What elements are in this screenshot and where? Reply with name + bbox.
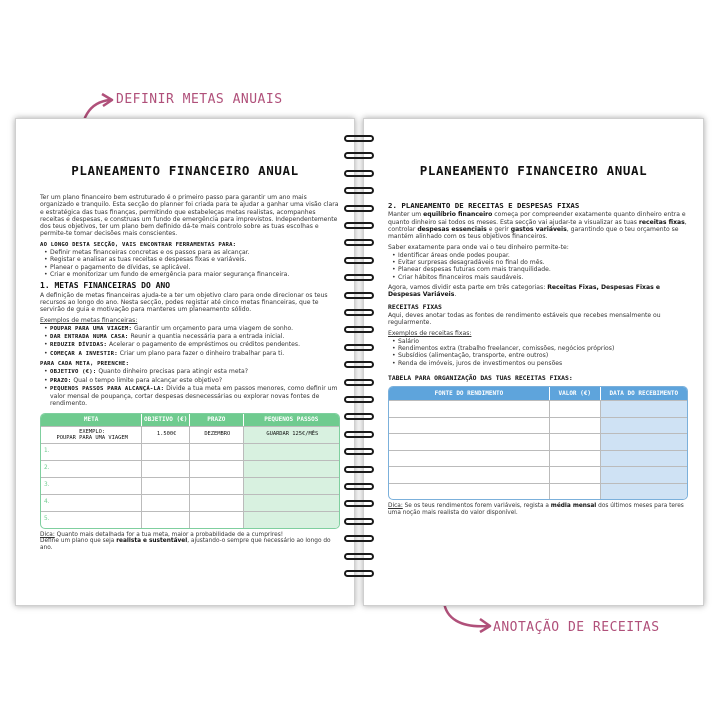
callout-bottom-label: ANOTAÇÃO DE RECEITAS: [493, 620, 660, 635]
right-page-title: PLANEAMENTO FINANCEIRO ANUAL: [419, 163, 648, 178]
table-row[interactable]: [41, 511, 339, 528]
list-item: • Salário: [394, 338, 688, 345]
intro-paragraph: Ter um plano financeiro bem estruturado é o primeiro passo para garantir um ano mais organizado e tranquilo. Esta secção do planner foi criada para te ajudar a ganhar uma visão clara e estratégica das tuas finanças, permitindo que estabeleças metas realistas, acompanhes receitas e despesas, e construas um fundo de emergência para imprevistos. Independentemente dos teus objetivos, ter um plano bem definido dá-te mais controlo sobre as tuas escolhas e permite-te tomar decisões mais conscientes.: [40, 194, 339, 238]
list-item: • Renda de imóveis, juros de investimentos ou pensões: [394, 360, 688, 367]
table-row: [41, 426, 339, 443]
fixed-income-title: RECEITAS FIXAS: [388, 302, 442, 311]
table-header: VALOR (€): [550, 387, 601, 400]
table-cell[interactable]: [389, 433, 550, 450]
table-cell[interactable]: [389, 466, 550, 483]
table-cell[interactable]: [601, 483, 687, 500]
section2-title: 2. PLANEAMENTO DE RECEITAS E DESPESAS FIXAS: [388, 201, 580, 210]
income-table: [388, 386, 688, 500]
spiral-ring-icon: [344, 135, 374, 145]
fill-list: [40, 368, 340, 407]
list-item: • COMEÇAR A INVESTIR: Criar um plano para fazer o dinheiro trabalhar para ti.: [46, 350, 340, 358]
list-item: • Rendimentos extra (trabalho freelancer, comissões, negócios próprios): [394, 345, 688, 352]
table-header: META: [41, 414, 142, 426]
table-cell[interactable]: [244, 477, 339, 494]
table-row[interactable]: [389, 450, 687, 467]
table-cell[interactable]: [550, 400, 601, 417]
fixed-income-text: Aqui, deves anotar todas as fontes de rendimento estáveis que recebes mensalmente ou regularmente.: [388, 311, 661, 327]
section2-text: Manter um equilíbrio financeiro começa por compreender exatamente quanto dinheiro entra e quanto dinheiro sai todos os meses. Esta secção vai ajudar-te a visualizar as tuas receitas fixas, controlar despesas essenciais e gerir gastos variáveis, garantindo que o teu orçamento se mantém alinhado com os teus objetivos financeiros.: [388, 211, 687, 241]
examples-label: Exemplos de metas financeiras:: [40, 317, 138, 325]
table-cell[interactable]: [389, 400, 550, 417]
table-cell[interactable]: [142, 494, 190, 511]
spiral-ring-icon: [344, 448, 374, 458]
goals-table: [40, 413, 340, 529]
left-page-title: PLANEAMENTO FINANCEIRO ANUAL: [71, 163, 299, 178]
table-cell[interactable]: [550, 483, 601, 500]
spiral-ring-icon: [344, 205, 374, 215]
table-cell[interactable]: [142, 511, 190, 528]
table-cell[interactable]: [601, 400, 687, 417]
table-header: PEQUENOS PASSOS: [244, 414, 339, 426]
table-header: OBJETIVO (€): [142, 414, 190, 426]
list-item: • Registar e analisar as tuas receitas e despesas fixas e variáveis.: [46, 256, 340, 263]
spiral-ring-icon: [344, 361, 374, 371]
table-cell[interactable]: 2.: [41, 460, 142, 477]
fixed-examples-list: [388, 338, 688, 367]
table-cell[interactable]: [142, 477, 190, 494]
table-cell[interactable]: 4.: [41, 494, 142, 511]
table-cell[interactable]: [601, 433, 687, 450]
table-header: PRAZO: [190, 414, 244, 426]
table-cell[interactable]: [190, 443, 244, 460]
right-page: [363, 118, 704, 606]
table-cell[interactable]: [601, 417, 687, 434]
table-cell[interactable]: [142, 460, 190, 477]
spiral-ring-icon: [344, 170, 374, 180]
table-header: FONTE DO RENDIMENTO: [389, 387, 550, 400]
table-row[interactable]: [389, 483, 687, 500]
table-cell[interactable]: [142, 443, 190, 460]
left-tip: Dica: Quanto mais detalhada for a tua meta, maior a probabilidade de a cumprires! Define um plano que seja realista e sustentável, ajustando-o sempre que necessário ao longo do ano.: [40, 531, 331, 551]
table-row[interactable]: [389, 417, 687, 434]
table-cell[interactable]: [389, 450, 550, 467]
list-item: • REDUZIR DÍVIDAS: Acelerar o pagamento de empréstimos ou créditos pendentes.: [46, 341, 340, 349]
tools-list: [40, 249, 340, 278]
list-item: • Planear despesas futuras com mais tranquilidade.: [394, 266, 688, 273]
spiral-ring-icon: [344, 518, 374, 528]
spiral-ring-icon: [344, 570, 374, 580]
categories-text: Agora, vamos dividir esta parte em três categorias: Receitas Fixas, Despesas Fixas e Despesas Variáveis.: [388, 283, 660, 299]
table-cell[interactable]: [550, 466, 601, 483]
list-item: • DAR ENTRADA NUMA CASA: Reunir a quantia necessária para a entrada inicial.: [46, 333, 340, 341]
list-item: • Subsídios (alimentação, transporte, entre outros): [394, 352, 688, 359]
list-item: • Definir metas financeiras concretas e os passos para as alcançar.: [46, 249, 340, 256]
table-cell[interactable]: [389, 417, 550, 434]
table-cell[interactable]: [389, 483, 550, 500]
table-cell[interactable]: 5.: [41, 511, 142, 528]
table-row[interactable]: [389, 433, 687, 450]
table-row[interactable]: [389, 400, 687, 417]
examples-list: [40, 325, 340, 358]
callout-top-label: DEFINIR METAS ANUAIS: [116, 92, 283, 107]
table-cell: EXEMPLO: POUPAR PARA UMA VIAGEM: [41, 426, 142, 443]
right-tip: Dica: Se os teus rendimentos forem variáveis, regista a média mensal dos últimos meses para teres uma noção mais realista do valor disponível.: [388, 503, 684, 516]
spiral-ring-icon: [344, 379, 374, 389]
list-item: • OBJETIVO (€): Quanto dinheiro precisas para atingir esta meta?: [46, 368, 340, 376]
table-cell[interactable]: [190, 511, 244, 528]
spiral-ring-icon: [344, 309, 374, 319]
knowing-list: [388, 252, 688, 281]
spiral-ring-icon: [344, 413, 374, 423]
table-cell[interactable]: [244, 443, 339, 460]
table-row[interactable]: [389, 466, 687, 483]
table-cell[interactable]: 1.: [41, 443, 142, 460]
table-cell[interactable]: [244, 494, 339, 511]
list-item: • Identificar áreas onde podes poupar.: [394, 252, 688, 259]
spiral-ring-icon: [344, 326, 374, 336]
fixed-examples-label: Exemplos de receitas fixas:: [388, 330, 472, 338]
table-cell[interactable]: [550, 417, 601, 434]
spiral-ring-icon: [344, 152, 374, 162]
spiral-ring-icon: [344, 500, 374, 510]
table-cell[interactable]: [190, 460, 244, 477]
list-item: • Criar e monitorizar um fundo de emergência para maior segurança financeira.: [46, 271, 340, 278]
table-cell[interactable]: 3.: [41, 477, 142, 494]
table-cell: DEZEMBRO: [190, 426, 244, 443]
right-page-content: [388, 198, 688, 516]
table-row[interactable]: [41, 494, 339, 511]
spiral-ring-icon: [344, 431, 374, 441]
table-cell[interactable]: [190, 494, 244, 511]
left-page: [15, 118, 355, 606]
table-cell[interactable]: [190, 477, 244, 494]
list-item: • Planear o pagamento de dívidas, se aplicável.: [46, 264, 340, 271]
table-cell: GUARDAR 125€/MÊS: [244, 426, 339, 443]
spiral-ring-icon: [344, 483, 374, 493]
spiral-ring-icon: [344, 257, 374, 267]
list-item: • PEQUENOS PASSOS PARA ALCANÇÁ-LA: Divide a tua meta em passos menores, como definir um valor mensal de poupança, cortar despesas desnecessárias ou explorar novas fontes de rendimento.: [46, 385, 340, 408]
list-item: • Evitar surpresas desagradáveis no final do mês.: [394, 259, 688, 266]
spiral-ring-icon: [344, 274, 374, 284]
spiral-ring-icon: [344, 187, 374, 197]
table-cell[interactable]: [550, 433, 601, 450]
table-cell[interactable]: [550, 450, 601, 467]
list-item: • Criar hábitos financeiros mais saudáveis.: [394, 274, 688, 281]
fill-label: PARA CADA META, PREENCHE:: [40, 360, 130, 367]
spiral-ring-icon: [344, 396, 374, 406]
knowing-label: Saber exatamente para onde vai o teu dinheiro permite-te:: [388, 244, 569, 252]
table-cell[interactable]: [601, 466, 687, 483]
spiral-ring-icon: [344, 344, 374, 354]
table-cell[interactable]: [244, 460, 339, 477]
table-row[interactable]: [41, 443, 339, 460]
spiral-ring-icon: [344, 535, 374, 545]
table-cell[interactable]: [601, 450, 687, 467]
table-cell[interactable]: [244, 511, 339, 528]
spiral-ring-icon: [344, 292, 374, 302]
table-row[interactable]: [41, 460, 339, 477]
spiral-ring-icon: [344, 239, 374, 249]
table-row[interactable]: [41, 477, 339, 494]
spiral-ring-icon: [344, 222, 374, 232]
income-table-title: TABELA PARA ORGANIZAÇÃO DAS TUAS RECEITAS FIXAS:: [388, 373, 573, 382]
spiral-ring-icon: [344, 466, 374, 476]
left-page-content: [40, 194, 340, 552]
table-header: DATA DO RECEBIMENTO: [601, 387, 687, 400]
section1-text: A definição de metas financeiras ajuda-te a ter um objetivo claro para onde direcionar os teus recursos ao longo do ano. Nesta secção, podes registar até cinco metas financeiras, que te servirão de guia e motivação para manteres um planeamento sólido.: [40, 291, 328, 314]
tools-label: AO LONGO DESTA SECÇÃO, VAIS ENCONTRAR FERRAMENTAS PARA:: [40, 241, 237, 248]
section1-title: 1. METAS FINANCEIRAS DO ANO: [40, 281, 171, 291]
spiral-ring-icon: [344, 553, 374, 563]
list-item: • POUPAR PARA UMA VIAGEM: Garantir um orçamento para uma viagem de sonho.: [46, 325, 340, 333]
list-item: • PRAZO: Qual o tempo limite para alcançar este objetivo?: [46, 377, 340, 385]
table-cell: 1.500€: [142, 426, 190, 443]
